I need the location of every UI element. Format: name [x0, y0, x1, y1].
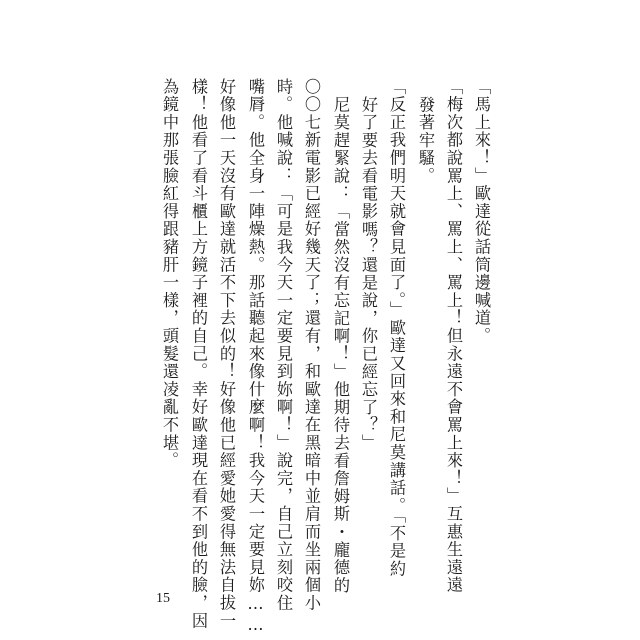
text-column-2: 「梅次都說罵上、罵上、罵上！但永遠不會罵上來！」互惠生遠遠: [444, 78, 463, 595]
text-column-4: 「反正我們明天就會見面了。」歐達又回來和尼莫講話。「不是約: [387, 78, 406, 578]
text-column-6: 尼莫趕緊說：「當然沒有忘記啊！」他期待去看詹姆斯・龐德的: [331, 96, 350, 595]
text-column-9: 嘴脣。他全身一陣燥熱。那話聽起來像什麼啊！我今天一定要見妳……: [246, 78, 265, 636]
text-column-8: 時。他喊說：「可是我今天一定要見到妳啊！」說完，自己立刻咬住: [274, 78, 293, 612]
text-column-1: 「馬上來！」歐達從話筒邊喊道。: [472, 78, 491, 345]
text-column-3: 發著牢騷。: [416, 96, 435, 185]
text-column-12: 為鏡中那張臉紅得跟豬肝一樣，頭髮還凌亂不堪。: [160, 78, 179, 470]
text-column-10: 好像他一天沒有歐達就活不下去似的！好像他已經愛她愛得無法自拔一: [217, 78, 236, 630]
text-column-11: 樣！他看了看斗櫃上方鏡子裡的自己。幸好歐達現在看不到他的臉，因: [189, 78, 208, 630]
text-column-5: 好了要去看電影嗎？還是說，你已經忘了？」: [359, 96, 378, 452]
page-number: 15: [156, 591, 170, 606]
text-column-7: 〇〇七新電影已經好幾天了；還有，和歐達在黑暗中並肩而坐兩個小: [302, 78, 321, 612]
